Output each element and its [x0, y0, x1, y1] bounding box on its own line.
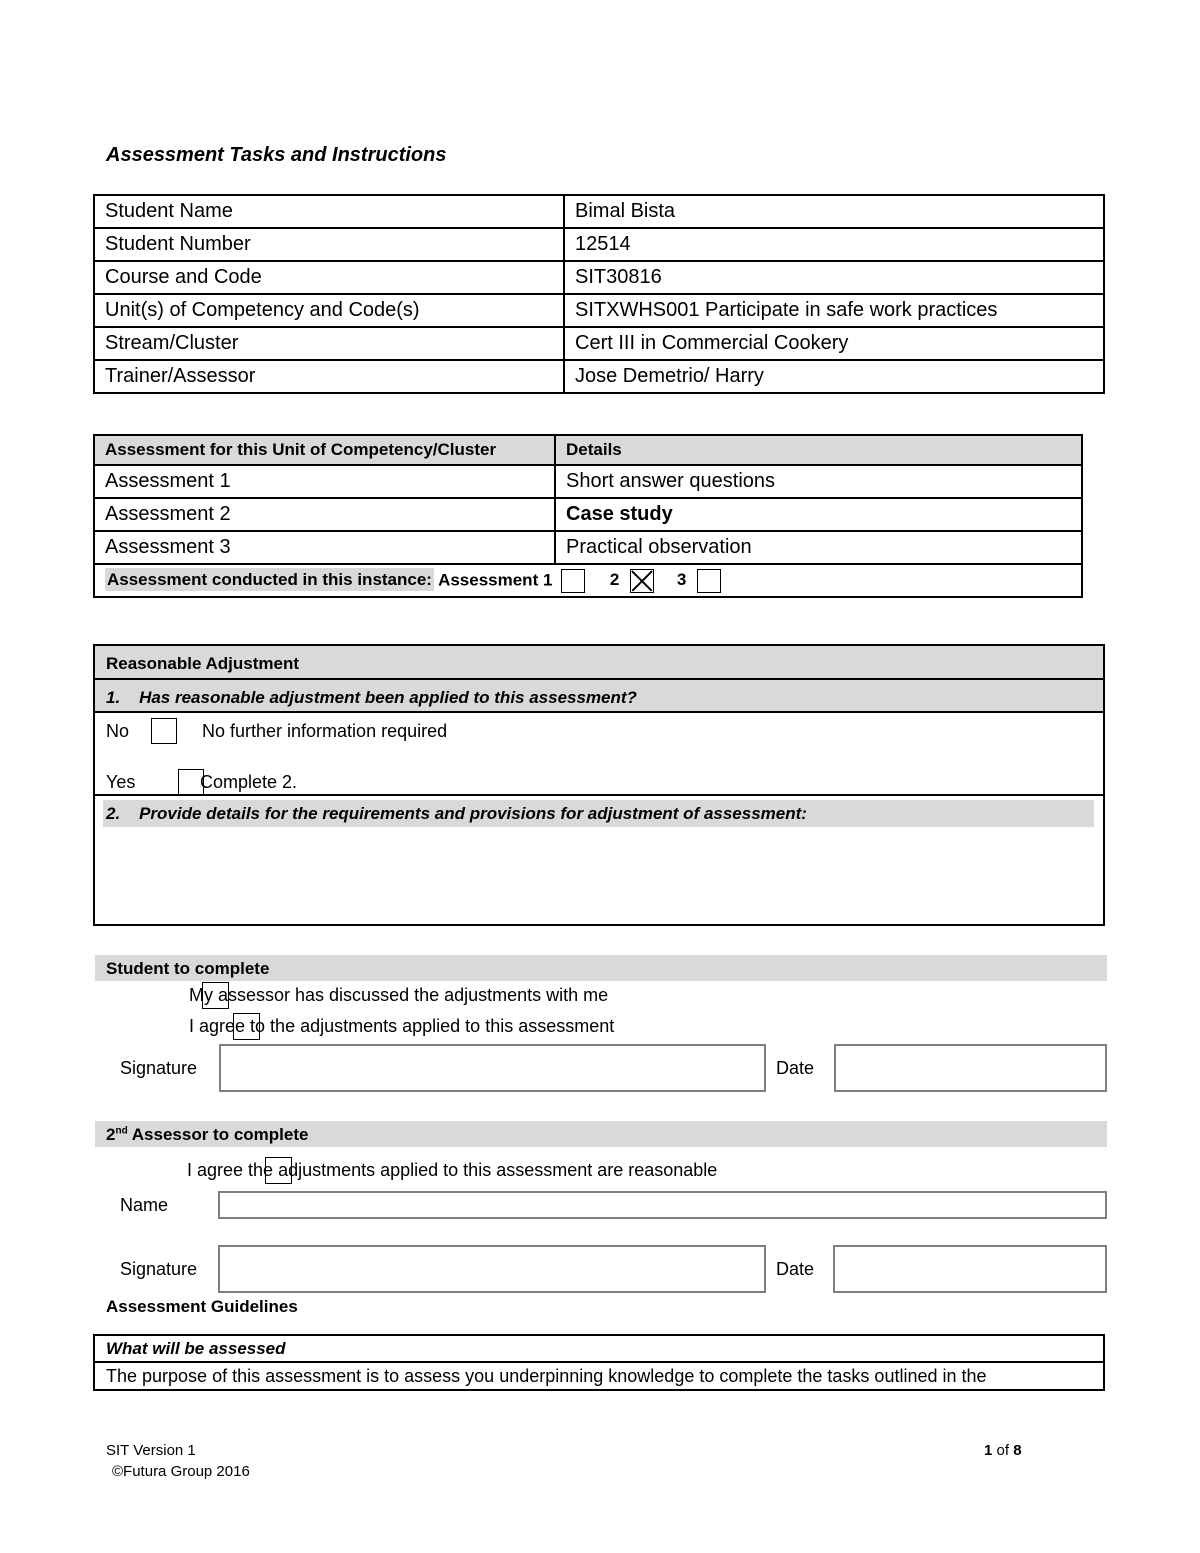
- assessment-conducted-prefix: Assessment 1: [438, 569, 553, 589]
- assessor-signature-label: Signature: [120, 1259, 198, 1279]
- assessment-2-value: Case study: [555, 498, 1082, 531]
- no-label: No: [106, 721, 130, 741]
- trainer-assessor-value[interactable]: Jose Demetrio/ Harry: [564, 360, 1104, 393]
- assessment-3-label: Assessment 3: [94, 531, 555, 564]
- student-number-label: Student Number: [94, 228, 564, 261]
- assessment-1-label: Assessment 1: [94, 465, 555, 498]
- page-of: of: [992, 1442, 1014, 1459]
- agree-reasonable-text: I agree the adjustments applied to this assessment are reasonable: [187, 1160, 718, 1180]
- unit-competency-value[interactable]: SITXWHS001 Participate in safe work practices: [564, 294, 1104, 327]
- assessor-name-input[interactable]: [218, 1191, 1107, 1219]
- assessment-3-checkbox[interactable]: [697, 569, 721, 593]
- yes-label: Yes: [106, 772, 136, 792]
- table-row: [94, 360, 1104, 393]
- second-assessor-header: [106, 1125, 308, 1145]
- student-name-label: Student Name: [94, 195, 564, 228]
- table-row: [94, 294, 1104, 327]
- assessor-date-input[interactable]: [833, 1245, 1107, 1293]
- stream-cluster-label: Stream/Cluster: [94, 327, 564, 360]
- unit-competency-label: Unit(s) of Competency and Code(s): [94, 294, 564, 327]
- assessment-3-value: Practical observation: [555, 531, 1082, 564]
- assessment-header-right: Details: [555, 435, 1082, 465]
- student-signature-label: Signature: [120, 1058, 198, 1078]
- divider: [95, 1361, 1103, 1363]
- table-row: [94, 564, 1082, 597]
- student-complete-header: Student to complete: [106, 959, 270, 978]
- stream-cluster-value[interactable]: Cert III in Commercial Cookery: [564, 327, 1104, 360]
- course-code-label: Course and Code: [94, 261, 564, 294]
- second-assessor-header-num: 2: [106, 1125, 116, 1144]
- assessment-2-label: Assessment 2: [94, 498, 555, 531]
- assessor-date-label: Date: [776, 1259, 815, 1279]
- assessment-guidelines-title: Assessment Guidelines: [106, 1297, 298, 1316]
- divider: [95, 794, 1103, 796]
- assessor-discussed-text: My assessor has discussed the adjustments with me: [189, 985, 609, 1005]
- reasonable-adjustment-header: Reasonable Adjustment: [106, 654, 300, 673]
- page-title: Assessment Tasks and Instructions: [106, 144, 447, 166]
- student-signature-input[interactable]: [219, 1044, 766, 1092]
- assessment-2-option-label: 2: [609, 569, 620, 589]
- table-row: [94, 228, 1104, 261]
- trainer-assessor-label: Trainer/Assessor: [94, 360, 564, 393]
- page-total: 8: [1013, 1442, 1022, 1459]
- assessor-signature-input[interactable]: [218, 1245, 766, 1293]
- what-assessed-header: What will be assessed: [106, 1339, 286, 1358]
- second-assessor-header-rest: Assessor to complete: [127, 1125, 309, 1144]
- assessment-conducted-row: [94, 564, 1082, 597]
- no-text: No further information required: [202, 721, 448, 741]
- agree-adjustments-text: I agree to the adjustments applied to this assessment: [189, 1016, 615, 1036]
- table-header-row: [94, 435, 1082, 465]
- assessment-table: [93, 434, 1083, 598]
- assessment-header-left: Assessment for this Unit of Competency/Cluster: [94, 435, 555, 465]
- assessment-1-checkbox[interactable]: [561, 569, 585, 593]
- page-current: 1: [984, 1442, 993, 1459]
- page-number: [984, 1442, 1022, 1459]
- footer-version: SIT Version 1: [106, 1442, 196, 1459]
- course-code-value[interactable]: SIT30816: [564, 261, 1104, 294]
- student-number-value[interactable]: 12514: [564, 228, 1104, 261]
- assessment-1-value: Short answer questions: [555, 465, 1082, 498]
- student-name-value[interactable]: Bimal Bista: [564, 195, 1104, 228]
- assessment-conducted-label: Assessment conducted in this instance:: [107, 569, 432, 589]
- no-checkbox[interactable]: [151, 718, 177, 744]
- assessment-3-option-label: 3: [676, 569, 687, 589]
- table-row: [94, 531, 1082, 564]
- adjustment-details-field[interactable]: [103, 830, 1094, 920]
- second-assessor-header-sup: nd: [115, 1125, 128, 1137]
- footer-copyright: ©Futura Group 2016: [112, 1463, 250, 1480]
- student-date-input[interactable]: [834, 1044, 1107, 1092]
- student-info-table: [93, 194, 1105, 394]
- what-assessed-text: The purpose of this assessment is to assess you underpinning knowledge to complete the tasks outlined in the: [106, 1366, 987, 1386]
- table-row: [94, 327, 1104, 360]
- table-row: [94, 261, 1104, 294]
- table-row: [94, 465, 1082, 498]
- student-date-label: Date: [776, 1058, 815, 1078]
- question-2-text: 2. Provide details for the requirements and provisions for adjustment of assessment:: [106, 804, 807, 823]
- table-row: [94, 195, 1104, 228]
- question-1-text: 1. Has reasonable adjustment been applied to this assessment?: [106, 688, 637, 707]
- yes-text: Complete 2.: [200, 772, 298, 792]
- assessor-name-label: Name: [120, 1195, 169, 1215]
- assessment-2-checkbox[interactable]: [630, 569, 654, 593]
- table-row: [94, 498, 1082, 531]
